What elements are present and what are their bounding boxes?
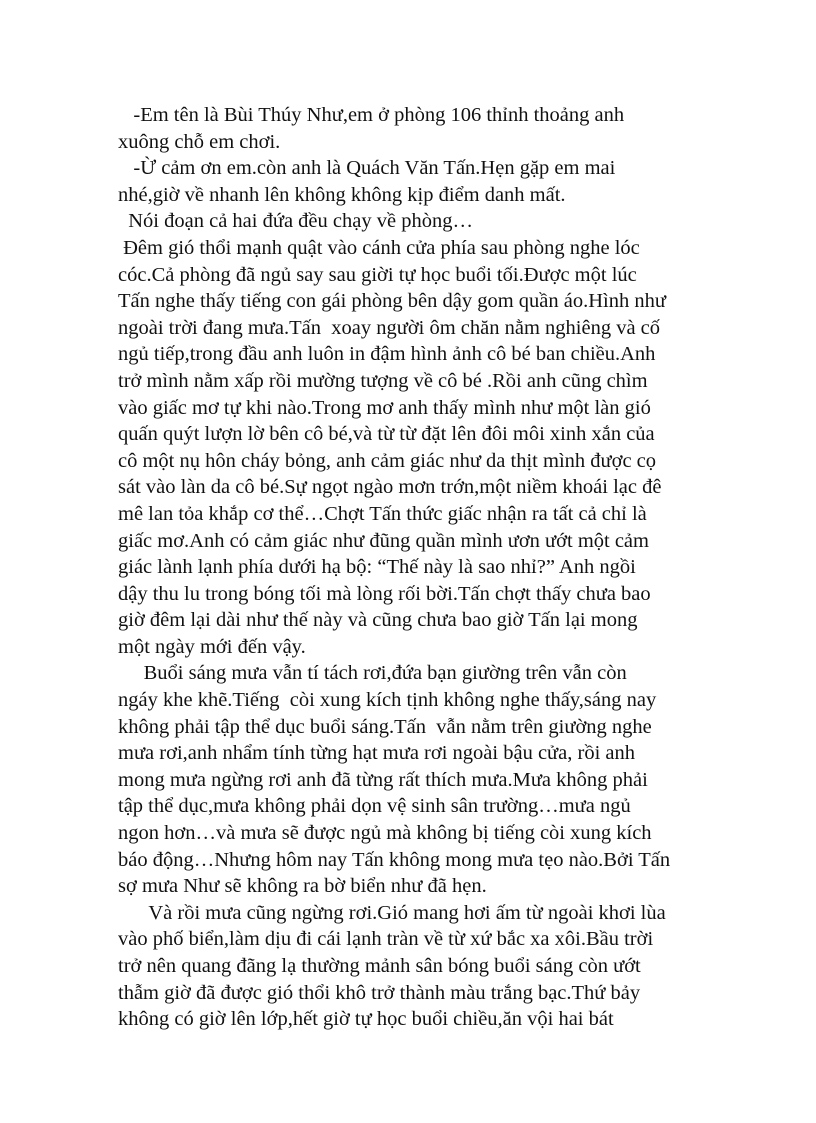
text-line: Và rồi mưa cũng ngừng rơi.Gió mang hơi ấm từ ngoài khơi lùa [118, 901, 666, 924]
text-line: ngoài trời đang mưa.Tấn xoay người ôm chăn nằm nghiêng và cố [118, 316, 661, 339]
text-line: không phải tập thể dục buổi sáng.Tấn vẫn nằm trên giường nghe [118, 715, 652, 738]
text-line: tập thể dục,mưa không phải dọn vệ sinh sân trường…mưa ngủ [118, 795, 631, 818]
text-line: vào phố biển,làm dịu đi cái lạnh tràn về từ xứ bắc xa xôi.Bầu trời [118, 928, 654, 951]
text-line: Tấn nghe thấy tiếng con gái phòng bên dậy gom quần áo.Hình như [118, 290, 666, 313]
text-line: Đêm gió thổi mạnh quật vào cánh cửa phía sau phòng nghe lóc [118, 236, 640, 259]
text-line: cóc.Cả phòng đã ngủ say sau giời tự học buổi tối.Được một lúc [118, 263, 637, 286]
text-line: mưa rơi,anh nhẩm tính từng hạt mưa rơi ngoài bậu cửa, rồi anh [118, 742, 635, 765]
text-line: sát vào làn da cô bé.Sự ngọt ngào mơn trớn,một niềm khoái lạc đê [118, 476, 662, 499]
text-line: trở mình nằm xấp rồi mường tượng về cô bé .Rồi anh cũng chìm [118, 369, 648, 392]
text-line: ngủ tiếp,trong đầu anh luôn in đậm hình ảnh cô bé ban chiều.Anh [118, 343, 656, 366]
text-line: giác lành lạnh phía dưới hạ bộ: “Thế này là sao nhỉ?” Anh ngồi [118, 556, 636, 579]
text-line: nhé,giờ về nhanh lên không không kịp điểm danh mất. [118, 183, 566, 206]
text-line: Nói đoạn cả hai đứa đều chạy về phòng… [118, 210, 473, 233]
text-line: Buổi sáng mưa vẫn tí tách rơi,đứa bạn giường trên vẫn còn [118, 662, 627, 685]
text-line: giờ đêm lại dài như thế này và cũng chưa bao giờ Tấn lại mong [118, 609, 638, 632]
text-line: -Ừ cảm ơn em.còn anh là Quách Văn Tấn.Hẹn gặp em mai [118, 157, 616, 180]
text-line: dậy thu lu trong bóng tối mà lòng rối bời.Tấn chợt thấy chưa bao [118, 582, 651, 605]
text-line: thẫm giờ đã được gió thổi khô trở thành màu trắng bạc.Thứ bảy [118, 981, 641, 1004]
text-line: sợ mưa Như sẽ không ra bờ biển như đã hẹn. [118, 875, 487, 898]
text-line: trở nên quang đãng lạ thường mảnh sân bóng buổi sáng còn ướt [118, 955, 641, 977]
text-line: mong mưa ngừng rơi anh đã từng rất thích mưa.Mưa không phải [118, 768, 648, 791]
text-line: không có giờ lên lớp,hết giờ tự học buổi chiều,ăn vội hai bát [118, 1008, 614, 1031]
text-line: -Em tên là Bùi Thúy Như,em ở phòng 106 thỉnh thoảng anh [118, 104, 625, 126]
text-line: một ngày mới đến vậy. [118, 635, 306, 658]
text-line: giấc mơ.Anh có cảm giác như đũng quần mình ươn ướt một cảm [118, 529, 649, 552]
text-line: mê lan tỏa khắp cơ thể…Chợt Tấn thức giấc nhận ra tất cả chỉ là [118, 502, 647, 525]
story-text [118, 102, 718, 1033]
text-line: quấn quýt lượn lờ bên cô bé,và từ từ đặt lên đôi môi xinh xắn của [118, 423, 655, 446]
text-line: ngáy khe khẽ.Tiếng còi xung kích tịnh không nghe thấy,sáng nay [118, 689, 657, 712]
text-line: vào giấc mơ tự khi nào.Trong mơ anh thấy mình như một làn gió [118, 396, 651, 419]
text-line: ngon hơn…và mưa sẽ được ngủ mà không bị tiếng còi xung kích [118, 822, 652, 845]
text-line: báo động…Nhưng hôm nay Tấn không mong mưa tẹo nào.Bởi Tấn [118, 848, 671, 871]
text-line: xuông chỗ em chơi. [118, 130, 281, 153]
text-line: cô một nụ hôn cháy bỏng, anh cảm giác như da thịt mình được cọ [118, 449, 657, 472]
